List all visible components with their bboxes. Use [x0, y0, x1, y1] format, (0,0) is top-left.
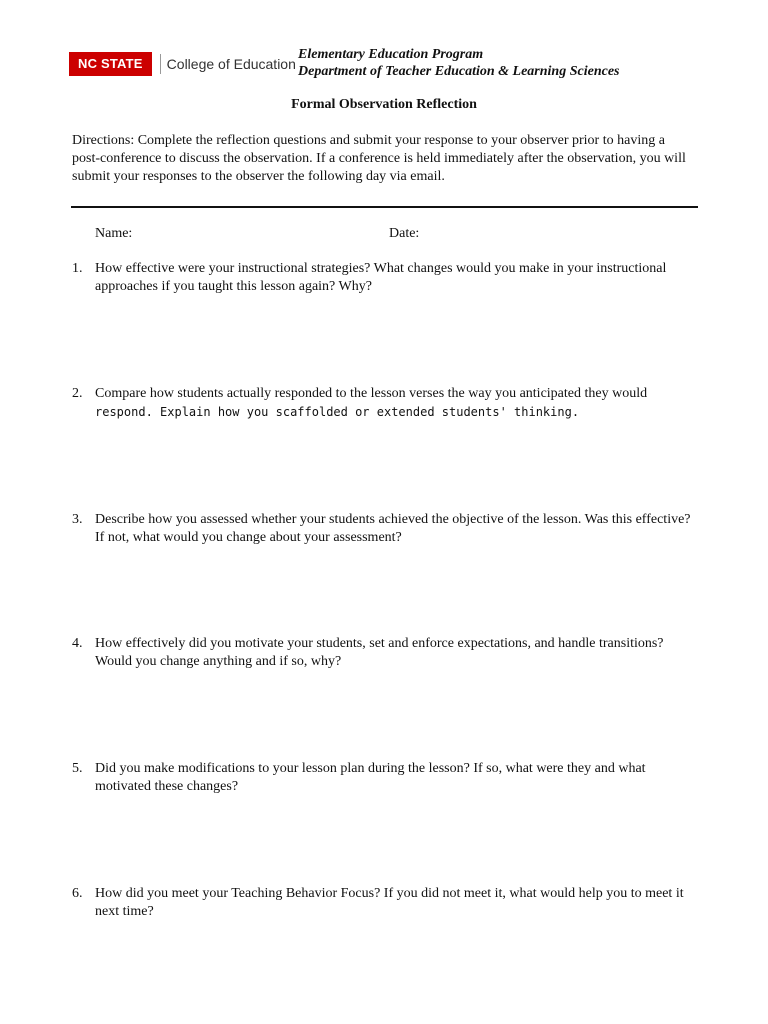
program-info [298, 46, 619, 80]
question-4 [72, 635, 698, 671]
logo-unit-name: College of Education [166, 56, 296, 72]
question-number: 4. [72, 636, 83, 651]
question-number: 3. [72, 512, 83, 527]
college-logo [69, 52, 296, 76]
question-5 [72, 760, 698, 796]
question-1 [72, 260, 698, 296]
horizontal-rule [71, 206, 698, 208]
question-number: 5. [72, 761, 83, 776]
form-title: Formal Observation Reflection [291, 97, 477, 112]
question-text: How did you meet your Teaching Behavior Focus? If you did not meet it, what would help you to meet it next time? [95, 886, 684, 919]
question-2 [72, 385, 698, 421]
question-text: Did you make modifications to your lesson plan during the lesson? If so, what were they and what motivated these changes? [95, 761, 646, 794]
question-text: Describe how you assessed whether your students achieved the objective of the lesson. Was this effective? If not, what would you change about your assessment? [95, 512, 691, 545]
question-text: Compare how students actually responded to the lesson verses the way you anticipated they would [95, 386, 648, 401]
question-number: 6. [72, 886, 83, 901]
directions-text: Directions: Complete the reflection questions and submit your response to your observer prior to having a post-conference to discuss the observation. If a conference is held immediately after the observation, you will submit your responses to the observer the following day via email. [72, 133, 686, 184]
question-text: How effectively did you motivate your students, set and enforce expectations, and handle transitions? Would you change anything and if so, why? [95, 636, 664, 669]
question-text: How effective were your instructional strategies? What changes would you make in your instructional approaches if you taught this lesson again? Why? [95, 261, 667, 294]
question-6 [72, 885, 698, 921]
question-3 [72, 511, 698, 547]
logo-mark: NC STATE [69, 52, 152, 76]
question-text-continued: respond. Explain how you scaffolded or extended students' thinking. [95, 405, 580, 419]
question-number: 1. [72, 261, 83, 276]
program-name: Elementary Education Program [298, 47, 484, 62]
date-label: Date: [389, 226, 420, 241]
logo-divider [160, 54, 161, 74]
question-number: 2. [72, 386, 83, 401]
name-label: Name: [95, 226, 133, 241]
department-name: Department of Teacher Education & Learning Sciences [298, 64, 620, 79]
